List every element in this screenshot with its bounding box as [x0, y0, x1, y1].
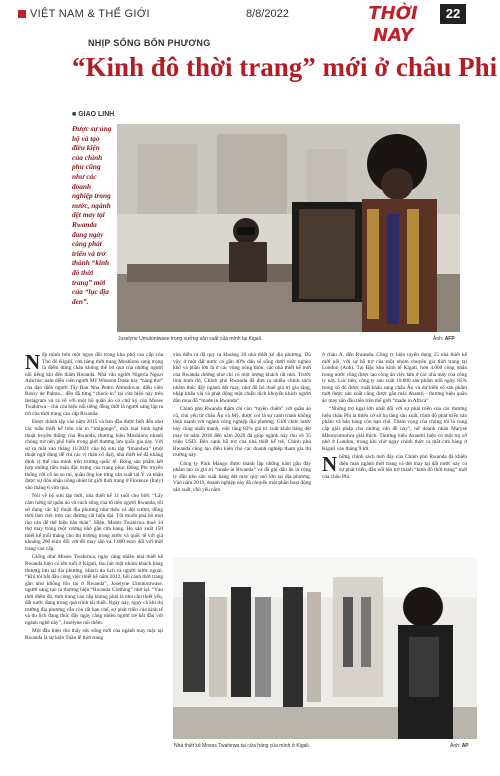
article-column-3	[322, 352, 467, 552]
paragraph: ở châu Á, đến Rwanda. Công ty hiện tuyển dụng 15 nhà thiết kế mới nổi, với sự hỗ trợ của một nhóm chuyên gia thời trang tại London (Anh). Tại Đặc khu kinh tế Kigali, hơn 4.000 công nhân trong nước cũng được tạo công ăn việc làm ở các nhà máy của công ty này. Lúc tiên, công ty sản xuất 10.000 sản phẩm mỗi ngày. 85% trong số đó được xuất khẩu sang châu Âu và dự kiến số sản phẩm mới được sản xuất cũng được gắn mác Asantii - thương hiệu quần áo may sẵn đầu tiên trên thế giới “made in Africa”.	[322, 352, 467, 404]
article-column-1	[25, 352, 163, 772]
store-photo-credit	[450, 743, 469, 749]
credit-source: AFP	[444, 336, 455, 342]
section-label	[18, 8, 150, 20]
credit-source: AP	[461, 743, 469, 749]
page-number: 22	[440, 4, 466, 24]
paragraph: Công ty Pink Mango được thành lập những năm gần đây nhằm tạo ra giá trị “made in Rwanda” và đã ghi dấu ấn là công ty đầu tiên sản xuất hàng dệt may quy mô lớn tại địa phương. Vào năm 2019, doanh nghiệp này đã chuyển một phần hoạt động sản xuất, chủ yếu nằm	[173, 460, 311, 493]
section-name: VIỆT NAM & THẾ GIỚI	[30, 8, 150, 20]
store-photo	[173, 557, 477, 739]
magazine-logo: THỜI NAY	[368, 3, 418, 46]
paragraph: Giống như Moses Twahirwa, ngày càng nhiều nhà thiết kế Rwanda hiện có tên tuổi ở Kigali, thu hút một nhóm khách hàng thượng lưu tại địa phương, khách du lịch và người nước ngoài. “Khi tôi bắt đầu công việc thiết kế năm 2012, bối cảnh thời trang gần như không tồn tại ở Rwanda”, Joselyne Umutoniwase, người sáng tạo ra thương hiệu “Rwanda Clothing” nhớ lại. “Vào thời điểm đó, thời trang cao cấp không phải là nhu cầu thiết yếu, đất nước đang trong quá trình tái thiết. Ngày nay, ngay cả khi thị trường địa phương vẫn còn rất hạn chế, sự phát triển của kinh tế và du lịch đang thúc đẩy ngày càng nhiều người trẻ bắt đầu với ngành nghề này”, Joselyne nói thêm.	[25, 554, 163, 626]
store-photo-caption: Nhà thiết kế Moses Twahirwa tại cửa hàng của mình ở Kigali.	[174, 743, 311, 749]
paragraph: “Những trợ ngại lớn nhất đối với sự phát triển của các thương hiệu châu Phi là thiếu cơ sở hạ tầng sản xuất, trình độ phát triển sản phẩm và bán hàng còn hạn chế. Tham vọng của chúng tôi là cung cấp giải pháp cho những vấn đề này”, nữ doanh nhân Maryse Mbonyumutwa giải thích. Thương hiệu Asanttii hiện có một trụ sở nhỏ ở London, trong khi chờ ngày chính thức ra mắt cửa hàng ở Kigali vào tháng 9 tới.	[322, 406, 467, 452]
workshop-photo-illustration	[117, 124, 460, 332]
credit-label: Ảnh:	[450, 743, 461, 749]
paragraph-text: hững chính sách mới đây của Chính phủ Rwanda đã khiến diện mạo ngành thời trang và dệt may tại đất nước này có sự phát triển, dần nổi lên trở thành “kinh đô thời trang” mới của châu Phi.	[322, 454, 467, 480]
workshop-photo	[117, 124, 460, 332]
author-name: GIAO LINH	[78, 111, 115, 118]
article-byline: ■ GIAO LINH	[72, 111, 115, 118]
article-title: “Kinh đô thời trang” mới ở châu Phi	[72, 52, 498, 82]
paragraph	[322, 454, 467, 480]
article-column-2	[173, 352, 311, 552]
paragraph: Nói về bộ sưu tập mới, nhà thiết kế 31 tuổi cho biết: “Lấy cảm hứng từ quần áo và cách sống của tổ tiên người Rwanda, tôi sử dụng các kỹ thuật địa phương như thêu và dệt cườm, đồng thời làm việc trên các đường cắt hiện đại. Tôi muốn phá bỏ mọi rào cản để thể hiện bản thân”. Hiện, Moses Twahirwa thuê 14 thợ may trong một xưởng nhỏ gần cửa hàng. Họ sản xuất 150 thiết kế mỗi tháng cho thị trường trong nước và quốc tế với giá khoảng 200 euro đối với đồ may sẵn và 1.000 euro đối với thời trang cao cấp.	[25, 493, 163, 552]
workshop-photo-caption: Joselyne Umutoniwase trong xưởng sản xuất của mình tại Kigali.	[118, 336, 263, 342]
paragraph	[25, 352, 163, 417]
paragraph: vừa diễn ra đã quy tụ khoảng 20 nhà thiết kế địa phương. Dù vậy, ở một đất nước có gần 40% dân số sống dưới mức nghèo khổ và phần lớn là ở các vùng nông thôn, các nhà thiết kế mới của Rwanda dường như chỉ có một lượng khách rất nhỏ. Trước tình hình đó, Chính phủ Rwanda đã đưa ra nhiều chính sách nhằm thúc đẩy ngành dệt may, như đổ bỏ thuế giá trị gia tăng, nhập khẩu vải và phát động một chiến dịch khuyến khích người dân mua đồ “made in Rwanda”.	[173, 352, 311, 404]
store-photo-illustration	[173, 557, 477, 739]
drop-cap: N	[25, 352, 41, 374]
section-marker	[18, 10, 26, 18]
credit-label: Ảnh:	[433, 336, 444, 342]
paragraph-text: ếp mình trên một ngọn đồi trong khu phố cao cấp của Thủ đô Kigali, cửa hàng thời trang Moshions sang trọng là điểm dừng chân không thể bỏ qua của những người nổi tiếng khi đến thăm Rwanda. Nhà văn người Nigeria Ngozi Adichie, nam diễn viên người Mỹ Winston Duke hay “nàng thơ” của đạo diễn người Tây Ban Nha Pedro Almodovar, diễn viên Rossy de Palma... đều đã từng “check-in” tại cửa hiệu này trên Instagram và ra về với một bộ quần áo có chữ ký của Moses Twahirwa - chủ của hiệu nổi tiếng đồng thời là người sáng lập ra trò của thời trang cao cấp Rwanda.	[25, 352, 163, 417]
paragraph: Chính phủ Rwanda thậm chí còn “tuyên chiến” với quần áo cũ, chủ yếu từ châu Âu và Mỹ, được coi là sự cạnh tranh không lành mạnh với ngành công nghiệp địa phương. Giới chức nước này cũng nhấn mạnh, việc tăng 83% giá trị xuất khẩu hàng dệt may từ năm 2018 đến năm 2020 đã giúp ngành này thu về 35 triệu USD. Bên cạnh hỗ trợ của nhà thiết kế trẻ, Chính phủ Rwanda cũng tạo điều kiện cho các doanh nghiệp tham gia thị trường này.	[173, 406, 311, 459]
issue-date: 8/8/2022	[246, 8, 289, 20]
workshop-photo-credit	[433, 336, 455, 342]
paragraph: Một đầu hiệu cho thấy sức sống mới của ngành may mặc tại Rwanda là sự kiện Tuần lễ thời trang	[25, 628, 163, 641]
paragraph: Được thành lập vào năm 2015 và ban đầu được biết đến như các mẫu thiết kế trên vải in “imigongo”, một loại hình nghệ thuật truyền thống của Rwanda, thương hiệu Moshions nhanh chóng trở nên phổ biến trong giới thượng lưu quốc gia này. Với sự ra mắt vào tháng 11/2021 của bộ sưu tập “Imandwa” (một thuật ngữ dùng để chỉ các vị thần cổ đại), nhà thiết kế đã khẳng định vị thế của mình trên trường quốc tế. Đóng sản phẩm kết hợp những tấm màn đặc trưng của trang phục Đông Phi truyền thống với cổ áo so mi, quần ống loe từng sản xuất tại Ý và nhận được sự đón nhận nồng nhiệt từ giới thời trang ở Florence (Italy) vào tháng 6 vừa qua.	[25, 419, 163, 491]
drop-cap: N	[322, 452, 338, 477]
article-kicker: NHỊP SỐNG BỐN PHƯƠNG	[88, 38, 211, 48]
article-lead: Được sự ủng hộ và tạo điều kiện của chính phủ cũng như các doanh nghiệp trong nước, ngành dệt may tại Rwanda đang ngày càng phát triển và trở thành “kinh đô thời trang” mới của “lục địa đen”.	[72, 124, 112, 306]
